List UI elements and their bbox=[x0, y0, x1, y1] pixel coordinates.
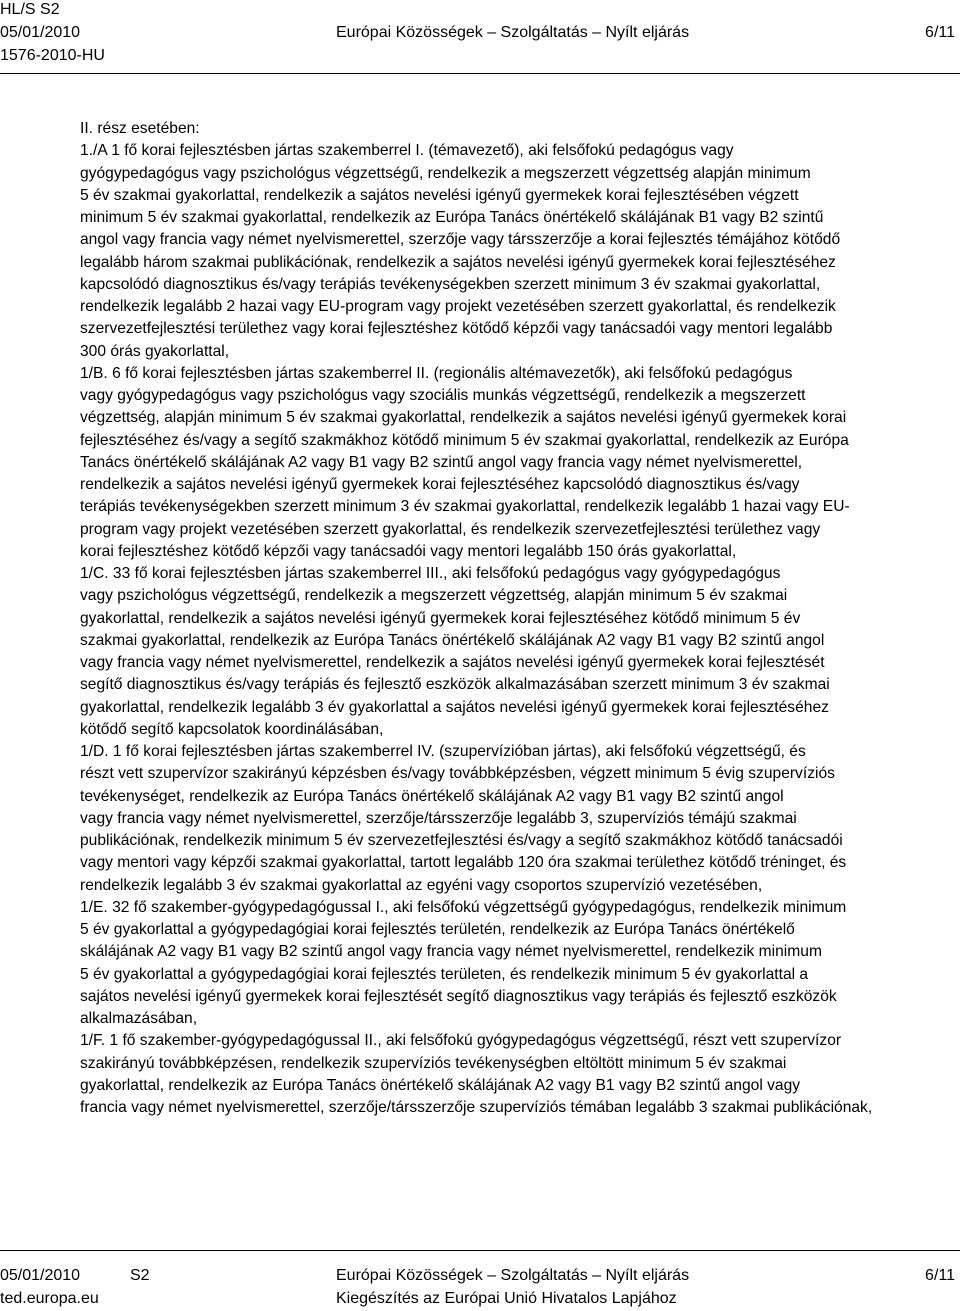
body-text-line: terápiás tevékenységekben szerzett minimum 3 év szakmai gyakorlattal, rendelkezik legalább 1 hazai vagy EU- bbox=[80, 498, 850, 516]
body-text-line: 5 év gyakorlattal a gyógypedagógiai korai fejlesztés területén, rendelkezik az Európa Tanács önértékelő bbox=[80, 921, 795, 938]
footer-page-number: 6/11 bbox=[925, 1267, 955, 1284]
body-text-line: II. rész esetében: bbox=[80, 120, 200, 137]
body-text-line: program vagy projekt vezetésében szerzett gyakorlattal, és rendelkezik szervezetfejlesztési területhez vagy bbox=[80, 520, 821, 538]
page-footer bbox=[0, 1252, 960, 1311]
header-series: HL/S S2 bbox=[0, 1, 60, 18]
body-text-line: gyakorlattal, rendelkezik legalább 3 év gyakorlattal a sajátos nevelési igényű gyermekek korai fejlesztéséhez bbox=[80, 698, 829, 716]
body-text-line: 1./A 1 fő korai fejlesztésben jártas szakemberrel I. (témavezető), aki felsőfokú pedagógus vagy bbox=[80, 142, 734, 160]
body-text-line: részt vett szupervízor szakirányú képzésben és/vagy továbbképzésben, végzett minimum 5 évig szupervíziós bbox=[80, 765, 835, 783]
body-text-line: tevékenységet, rendelkezik az Európa Tanács önértékelő skálájának A2 vagy B1 vagy B2 szintű angol bbox=[80, 787, 784, 805]
header-rule bbox=[0, 73, 960, 74]
footer-journal: Kiegészítés az Európai Unió Hivatalos Lapjához bbox=[336, 1290, 677, 1307]
body-text-line: rendelkezik legalább 3 év szakmai gyakorlattal az egyéni vagy csoportos szupervízió vezetésében, bbox=[80, 876, 763, 894]
header-page-number: 6/11 bbox=[925, 24, 955, 41]
body-text-line: fejlesztéséhez és/vagy a segítő szakmákhoz kötődő minimum 5 év szakmai gyakorlattal, rendelkezik az Európa bbox=[80, 431, 849, 449]
body-text-line: gyakorlattal, rendelkezik az Európa Tanács önértékelő skálájának A2 vagy B1 vagy B2 szintű angol vagy bbox=[80, 1076, 801, 1094]
body-text-line: vagy francia vagy német nyelvismerettel, szerzője/társszerzője legalább 3, szupervíziós témájú szakmai bbox=[80, 809, 797, 827]
body-text-line: vagy pszichológus végzettségű, rendelkezik a megszerzett végzettség, alapján minimum 5 év szakmai bbox=[80, 587, 788, 605]
body-text-line: rendelkezik legalább 2 hazai vagy EU-program vagy projekt vezetésében szerzett gyakorlattal, és rendelkezik bbox=[80, 298, 836, 315]
page-header bbox=[0, 0, 960, 80]
body-text-line: angol vagy francia vagy német nyelvismerettel, szerzője vagy társszerzője a korai fejlesztés témájához kötődő bbox=[80, 231, 841, 249]
body-text-line: 1/B. 6 fő korai fejlesztésben jártas szakemberrel II. (regionális altémavezetők), aki felsőfokú pedagógus bbox=[80, 364, 793, 382]
footer-site-link[interactable]: ted.europa.eu bbox=[0, 1290, 99, 1307]
body-text-line: vagy gyógypedagógus vagy pszichológus vagy szociális munkás végzettségű, rendelkezik a megszerzett bbox=[80, 387, 806, 404]
body-text-line: gyakorlattal, rendelkezik a sajátos nevelési igényű gyermekek korai fejlesztéséhez kötődő minimum 5 év bbox=[80, 609, 801, 627]
body-text-line: kötődő segítő kapcsolatok koordinálásában, bbox=[80, 720, 384, 738]
body-text-line: legalább három szakmai publikációnak, rendelkezik a sajátos nevelési igényű gyermekek korai fejlesztéséhez bbox=[80, 253, 836, 271]
document-body bbox=[80, 118, 955, 1119]
body-text-line: 5 év gyakorlattal a gyógypedagógiai korai fejlesztés területen, és rendelkezik minimum 5 év gyakorlattal a bbox=[80, 965, 809, 983]
body-text-line: francia vagy német nyelvismerettel, szerzője/társszerzője szupervíziós témában legalább 3 szakmai publikációnak, bbox=[80, 1099, 873, 1116]
body-text-line: szakirányú továbbképzésen, rendelkezik szupervíziós tevékenységben eltöltött minimum 5 év szakmai bbox=[80, 1054, 787, 1072]
header-title: Európai Közösségek – Szolgáltatás – Nyílt eljárás bbox=[336, 24, 690, 41]
footer-series: S2 bbox=[130, 1267, 150, 1284]
body-text-line: 1/D. 1 fő korai fejlesztésben jártas szakemberrel IV. (szupervízióban jártas), aki felsőfokú végzettségű, és bbox=[80, 743, 806, 760]
body-text-line: publikációnak, rendelkezik minimum 5 év szervezetfejlesztési és/vagy a segítő szakmákhoz kötődő tanácsadói bbox=[80, 832, 843, 849]
body-text-line: skálájának A2 vagy B1 vagy B2 szintű angol vagy francia vagy német nyelvismerettel, rendelkezik minimum bbox=[80, 943, 822, 961]
body-text-line: kapcsolódó diagnosztikus és/vagy terápiás tevékenységekben szerzett minimum 3 év szakmai gyakorlattal, bbox=[80, 275, 821, 293]
body-text-line: 300 órás gyakorlattal, bbox=[80, 342, 230, 360]
body-text-line: szakmai gyakorlattal, rendelkezik az Európa Tanács önértékelő skálájának A2 vagy B1 vagy B2 szintű angol bbox=[80, 631, 825, 649]
body-text-line: szervezetfejlesztési területhez vagy korai fejlesztéshez kötődő képzői vagy tanácsadói vagy mentori legalább bbox=[80, 320, 833, 338]
body-text-line: sajátos nevelési igényű gyermekek korai fejlesztését segítő diagnosztikus vagy terápiás és fejlesztő eszközök bbox=[80, 987, 837, 1005]
body-text-line: minimum 5 év szakmai gyakorlattal, rendelkezik az Európa Tanács önértékelő skálájának B1 vagy B2 szintű bbox=[80, 209, 824, 226]
body-text-line: végzettség, alapján minimum 5 év szakmai gyakorlattal, rendelkezik a sajátos nevelési igényű gyermekek korai bbox=[80, 409, 847, 427]
footer-date: 05/01/2010 bbox=[0, 1267, 81, 1284]
body-text-line: alkalmazásában, bbox=[80, 1010, 198, 1027]
footer-rule bbox=[0, 1250, 960, 1251]
header-date: 05/01/2010 bbox=[0, 24, 81, 41]
body-text-line: Tanács önértékelő skálájának A2 vagy B1 vagy B2 szintű angol vagy francia vagy német nyelvismerettel, bbox=[80, 453, 803, 471]
body-text-line: segítő diagnosztikus és/vagy terápiás és fejlesztő eszközök alkalmazásában szerzett minimum 3 év szakmai bbox=[80, 676, 830, 694]
body-text-line: 5 év szakmai gyakorlattal, rendelkezik a sajátos nevelési igényű gyermekek korai fejlesztésében végzett bbox=[80, 186, 799, 204]
header-doc-id: 1576-2010-HU bbox=[0, 47, 105, 64]
body-text-line: 1/F. 1 fő szakember-gyógypedagógussal II., aki felsőfokú gyógypedagógus végzettségű, részt vett szupervízor bbox=[80, 1032, 842, 1050]
body-text-line: 1/E. 32 fő szakember-gyógypedagógussal I., aki felsőfokú végzettségű gyógypedagógus, rendelkezik minimum bbox=[80, 898, 847, 916]
body-text-line: gyógypedagógus vagy pszichológus végzettségű, rendelkezik a megszerzett végzettség alapján minimum bbox=[80, 164, 811, 182]
body-text-line: vagy mentori vagy képzői szakmai gyakorlattal, tartott legalább 120 óra szakmai területhez kötődő tréninget, és bbox=[80, 854, 847, 872]
body-text-line: rendelkezik a sajátos nevelési igényű gyermekek korai fejlesztéséhez kapcsolódó diagnosztikus és/vagy bbox=[80, 476, 800, 493]
body-text-line: 1/C. 33 fő korai fejlesztésben jártas szakemberrel III., aki felsőfokú pedagógus vagy gyógypedagógus bbox=[80, 565, 781, 582]
footer-title: Európai Közösségek – Szolgáltatás – Nyílt eljárás bbox=[336, 1267, 690, 1284]
body-text-line: korai fejlesztéshez kötődő képzői vagy tanácsadói vagy mentori legalább 150 órás gyakorlattal, bbox=[80, 542, 737, 560]
body-text-line: vagy francia vagy német nyelvismerettel, rendelkezik a sajátos nevelési igényű gyermekek korai fejlesztését bbox=[80, 654, 825, 671]
